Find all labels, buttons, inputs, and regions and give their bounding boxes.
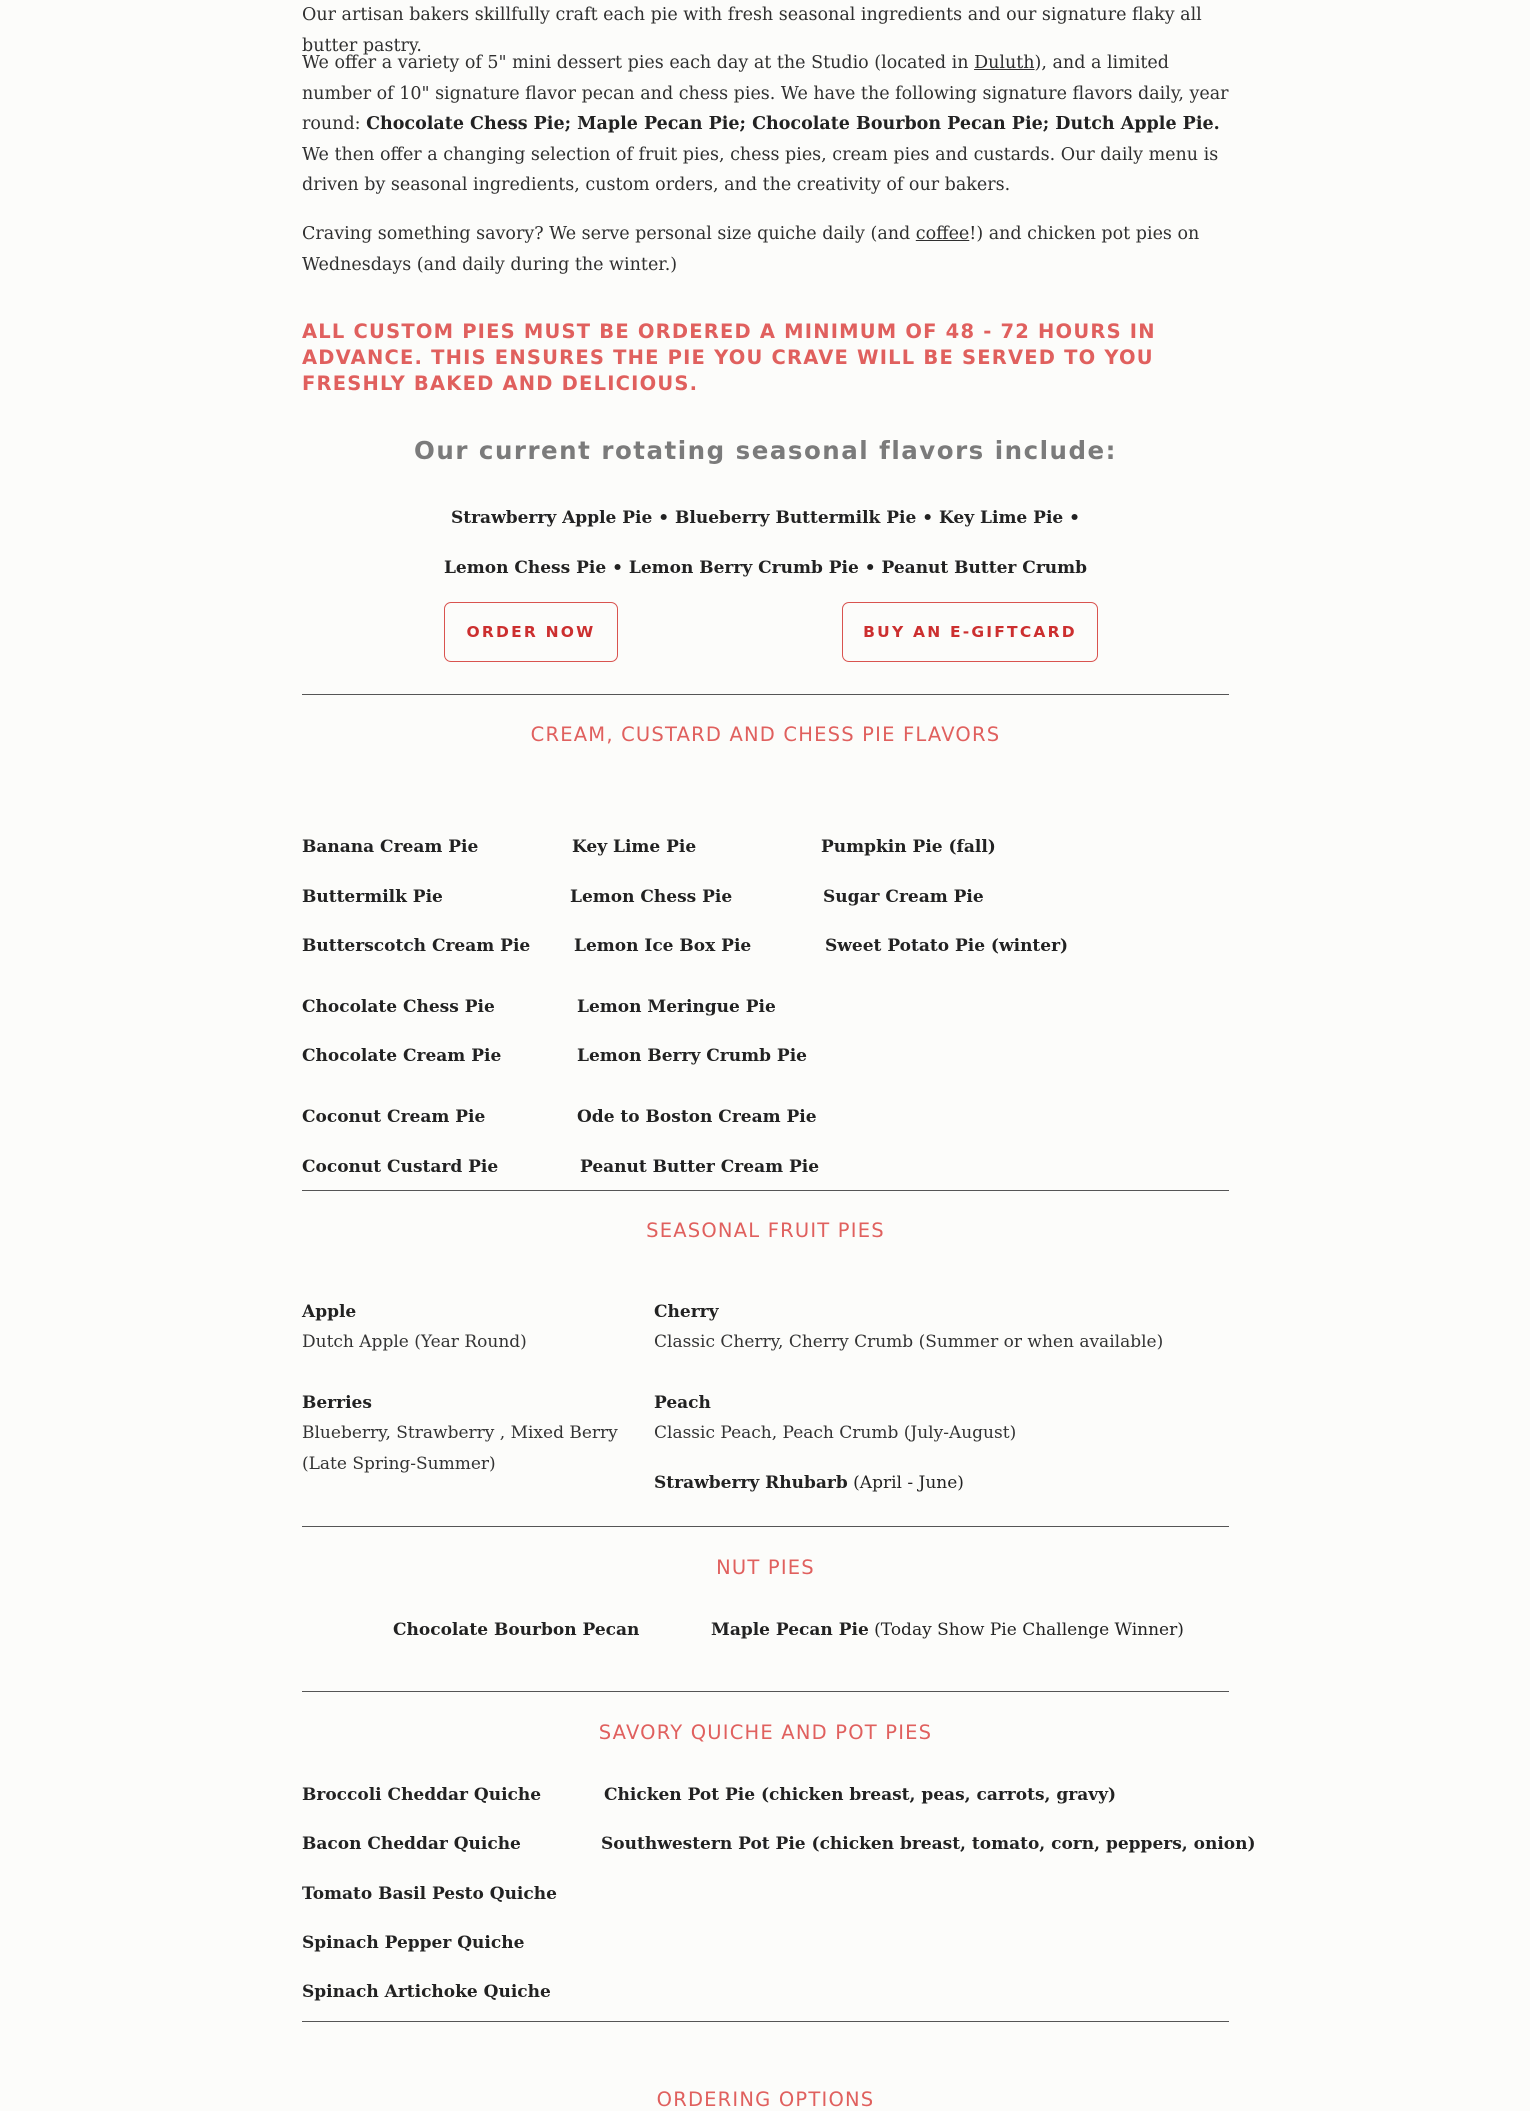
seasonal-fruit-heading: SEASONAL FRUIT PIES: [646, 1219, 885, 1242]
fruit-category-berries: Berries: [302, 1393, 372, 1413]
cream-pie-item: Butterscotch Cream Pie: [302, 936, 531, 956]
cream-pie-item: Chocolate Cream Pie: [302, 1046, 502, 1066]
cream-pie-item: Coconut Custard Pie: [302, 1157, 499, 1177]
coffee-link[interactable]: coffee: [915, 224, 970, 244]
signature-flavors: Chocolate Chess Pie; Maple Pecan Pie; Chocolate Bourbon Pecan Pie; Dutch Apple Pie.: [366, 114, 1220, 134]
order-now-button[interactable]: ORDER NOW: [444, 602, 618, 662]
duluth-link[interactable]: Duluth: [974, 53, 1035, 73]
quiche-item: Spinach Pepper Quiche: [302, 1933, 525, 1953]
rhubarb-season: (April - June): [847, 1473, 964, 1493]
cream-pie-item: Lemon Berry Crumb Pie: [577, 1046, 807, 1066]
quiche-item: Tomato Basil Pesto Quiche: [302, 1884, 557, 1904]
cream-pie-item: Buttermilk Pie: [302, 887, 443, 907]
fruit-desc-apple: Dutch Apple (Year Round): [302, 1332, 527, 1352]
nut-pie-item: Chocolate Bourbon Pecan: [393, 1620, 640, 1640]
intro-p3-text-a: Craving something savory? We serve personal size quiche daily (and: [302, 224, 916, 244]
savory-heading: SAVORY QUICHE AND POT PIES: [598, 1721, 933, 1744]
cream-pie-item: Chocolate Chess Pie: [302, 997, 495, 1017]
divider: [302, 1526, 1229, 1527]
fruit-desc-peach: Classic Peach, Peach Crumb (July-August): [654, 1423, 1017, 1443]
intro-paragraph-1: Our artisan bakers skillfully craft each pie with fresh seasonal ingredients and our signature flaky all butter pastry.: [302, 5, 1202, 56]
pot-pie-item: Southwestern Pot Pie (chicken breast, tomato, corn, peppers, onion): [601, 1834, 1256, 1854]
cream-pie-item: Banana Cream Pie: [302, 837, 479, 857]
intro-p2-text-b: ), and a limited number of 10" signature flavor pecan and chess pies. We have the following signature flavors daily, year round:: [302, 53, 1229, 134]
quiche-item: Broccoli Cheddar Quiche: [302, 1785, 542, 1805]
fruit-desc-berries: Blueberry, Strawberry , Mixed Berry (Late Spring-Summer): [302, 1423, 618, 1474]
intro-p2-text-a: We offer a variety of 5" mini dessert pies each day at the Studio (located in: [302, 53, 975, 73]
cream-pie-item: Peanut Butter Cream Pie: [580, 1157, 820, 1177]
fruit-strawberry-rhubarb: [654, 1473, 964, 1493]
intro-p2-text-c: We then offer a changing selection of fruit pies, chess pies, cream pies and custards. Our daily menu is driven by seasonal ingredients, custom orders, and the creativity of our bakers.: [302, 144, 1219, 195]
cream-pie-item: Sugar Cream Pie: [823, 887, 984, 907]
cream-custard-chess-heading: CREAM, CUSTARD AND CHESS PIE FLAVORS: [530, 723, 1001, 746]
intro-paragraph-2: [302, 48, 1229, 201]
pot-pie-item: Chicken Pot Pie (chicken breast, peas, carrots, gravy): [604, 1785, 1117, 1805]
intro-p3-text-b: !) and chicken pot pies on Wednesdays (and daily during the winter.): [302, 224, 1200, 275]
cream-pie-item: Ode to Boston Cream Pie: [577, 1107, 817, 1127]
buy-egiftcard-button[interactable]: BUY AN E-GIFTCARD: [842, 602, 1098, 662]
quiche-item: Bacon Cheddar Quiche: [302, 1834, 521, 1854]
divider: [302, 1190, 1229, 1191]
rhubarb-title: Strawberry Rhubarb: [654, 1473, 848, 1493]
cream-pie-item: Lemon Chess Pie: [570, 887, 733, 907]
cream-pie-item: Lemon Meringue Pie: [577, 997, 776, 1017]
ordering-options-heading: ORDERING OPTIONS: [656, 2088, 875, 2111]
advance-order-notice: ALL CUSTOM PIES MUST BE ORDERED A MINIMUM OF 48 - 72 HOURS IN ADVANCE. THIS ENSURES THE PIE YOU CRAVE WILL BE SERVED TO YOU FRESHLY BAKED AND DELICIOUS.: [302, 320, 1156, 395]
cream-pie-item: Sweet Potato Pie (winter): [825, 936, 1069, 956]
fruit-desc-cherry: Classic Cherry, Cherry Crumb (Summer or when available): [654, 1332, 1164, 1352]
fruit-category-apple: Apple: [302, 1302, 357, 1322]
nut-pie-item: [711, 1620, 1184, 1640]
maple-pecan-title: Maple Pecan Pie: [711, 1620, 869, 1640]
fruit-category-peach: Peach: [654, 1393, 711, 1413]
divider: [302, 2021, 1229, 2022]
cream-pie-item: Lemon Ice Box Pie: [574, 936, 752, 956]
maple-pecan-note: (Today Show Pie Challenge Winner): [868, 1620, 1184, 1640]
rotating-flavors-line-1: Strawberry Apple Pie • Blueberry Buttermilk Pie • Key Lime Pie •: [450, 508, 1081, 528]
cream-pie-item: Coconut Cream Pie: [302, 1107, 486, 1127]
fruit-category-cherry: Cherry: [654, 1302, 719, 1322]
quiche-item: Spinach Artichoke Quiche: [302, 1982, 551, 2002]
nut-pies-heading: NUT PIES: [716, 1556, 815, 1579]
cream-pie-item: Key Lime Pie: [572, 837, 697, 857]
divider: [302, 694, 1229, 695]
rotating-flavors-line-2: Lemon Chess Pie • Lemon Berry Crumb Pie • Peanut Butter Crumb: [443, 558, 1088, 578]
rotating-flavors-heading: Our current rotating seasonal flavors include:: [414, 436, 1117, 465]
divider: [302, 1691, 1229, 1692]
cream-pie-item: Pumpkin Pie (fall): [821, 837, 996, 857]
intro-paragraph-3: [302, 219, 1229, 280]
